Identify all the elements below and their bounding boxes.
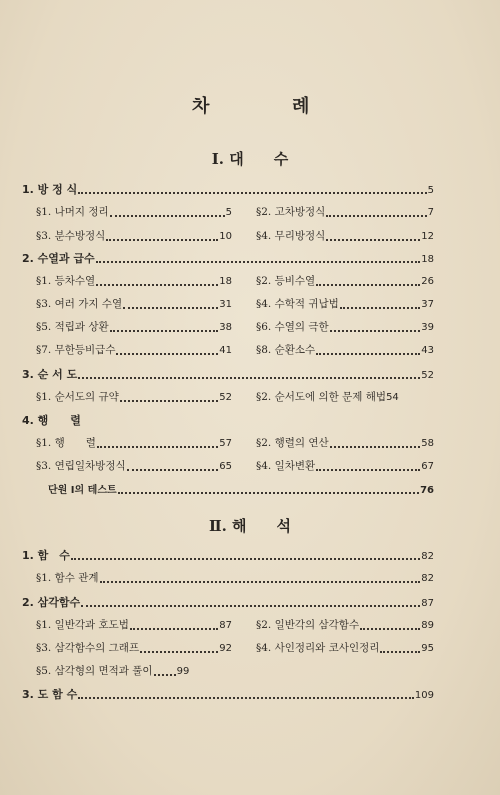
toc-entry: §2. 고차방정식 7 <box>256 206 434 218</box>
toc-chapter: 2. 수열과 급수 18 <box>22 252 434 265</box>
toc-entry: §4. 일차변환 67 <box>256 460 434 472</box>
toc-entry: §1. 순서도의 규약 52 <box>36 391 232 403</box>
toc-chapter: 2. 삼각함수 87 <box>22 596 434 609</box>
toc-chapter: 1. 방 정 식 5 <box>22 183 434 196</box>
toc-entry: §1. 등차수열 18 <box>36 275 232 287</box>
toc-entry: §3. 여러 가지 수열 31 <box>36 298 232 310</box>
toc-entry: §2. 등비수열 26 <box>256 275 434 287</box>
toc-chapter: 3. 순 서 도 52 <box>22 368 434 381</box>
toc-entry: §5. 삼각형의 면적과 풀이 99 <box>36 665 190 677</box>
toc-entry: §8. 순환소수 43 <box>256 344 434 356</box>
toc-entry: §4. 수학적 귀납법 37 <box>256 298 434 310</box>
toc-entry: §1. 일반각과 호도법 87 <box>36 619 232 631</box>
toc-entry: §7. 무한등비급수 41 <box>36 344 232 356</box>
toc-entry: §1. 함수 관계 82 <box>36 572 434 584</box>
toc-entry: §1. 나머지 정리 5 <box>36 206 232 218</box>
toc-entry: §3. 삼각함수의 그래프 92 <box>36 642 232 654</box>
toc-chapter: 3. 도 함 수 109 <box>22 688 434 701</box>
toc-entry: §6. 수열의 극한 39 <box>256 321 434 333</box>
section-heading-analysis: Ⅱ. 해 석 <box>208 517 292 535</box>
toc-entry: §3. 연립일차방정식 65 <box>36 460 232 472</box>
toc-unit-test: 단원 Ⅰ의 테스트 76 <box>48 485 434 496</box>
title-char-2: 례 <box>292 96 312 117</box>
toc-chapter: 1. 함 수 82 <box>22 549 434 562</box>
toc-entry: §2. 행렬의 연산 58 <box>256 437 434 449</box>
toc-entry: §4. 사인정리와 코사인정리 95 <box>256 642 434 654</box>
title-char-1: 차 <box>192 96 212 117</box>
toc-entry: §4. 무리방정식 12 <box>256 230 434 242</box>
toc-chapter: 4. 행 렬 <box>22 414 81 427</box>
toc-entry: §2. 순서도에 의한 문제 해법 54 <box>256 391 399 403</box>
toc-entry: §2. 일반각의 삼각함수 89 <box>256 619 434 631</box>
toc-entry: §3. 분수방정식 10 <box>36 230 232 242</box>
section-heading-algebra: Ⅰ. 대 수 <box>211 150 289 168</box>
toc-entry: §1. 행 렬 57 <box>36 437 232 449</box>
toc-entry: §5. 적립과 상환 38 <box>36 321 232 333</box>
